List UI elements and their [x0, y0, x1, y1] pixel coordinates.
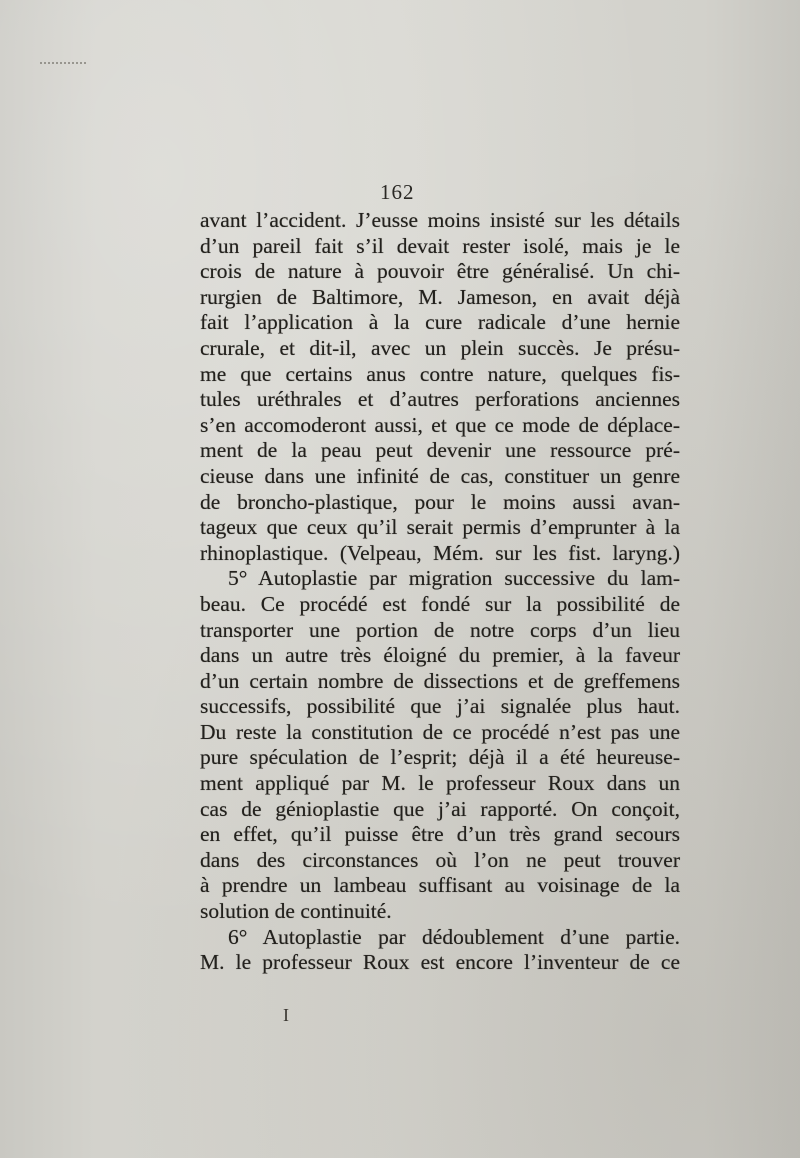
text-line: tageux que ceux qu’il serait permis d’emprunter à la [200, 515, 680, 540]
text-line: rhinoplastique. (Velpeau, Mém. sur les fist. laryng.) [200, 540, 680, 565]
text-line: rurgien de Baltimore, M. Jameson, en avait déjà [200, 284, 680, 309]
text-line: cas de génioplastie que j’ai rapporté. On conçoit, [200, 796, 680, 821]
text-line: dans des circonstances où l’on ne peut trouver [200, 847, 680, 872]
body-text [200, 208, 680, 976]
text-line: d’un certain nombre de dissections et de greffemens [200, 668, 680, 693]
text-line: successifs, possibilité que j’ai signalée plus haut. [200, 694, 680, 719]
text-line: ment de la peau peut devenir une ressource pré- [200, 438, 680, 463]
text-line: me que certains anus contre nature, quelques fis- [200, 361, 680, 386]
text-line: crois de nature à pouvoir être généralisé. Un chi- [200, 259, 680, 284]
text-line: s’en accomoderont aussi, et que ce mode de déplace- [200, 412, 680, 437]
text-line: Du reste la constitution de ce procédé n’est pas une [200, 719, 680, 744]
text-line: cieuse dans une infinité de cas, constituer un genre [200, 463, 680, 488]
text-line: solution de continuité. [200, 899, 392, 924]
text-line: d’un pareil fait s’il devait rester isolé, mais je le [200, 233, 680, 258]
text-line: M. le professeur Roux est encore l’inventeur de ce [200, 950, 680, 975]
text-line: transporter une portion de notre corps d’un lieu [200, 617, 680, 642]
text-line: fait l’application à la cure radicale d’une hernie [200, 310, 680, 335]
page-number: 162 [380, 180, 415, 204]
text-line: avant l’accident. J’eusse moins insisté sur les détails [200, 208, 680, 232]
section-heading-line: 6° Autoplastie par dédoublement d’une partie. [228, 924, 680, 949]
text-line: crurale, et dit-il, avec un plein succès. Je présu- [200, 335, 680, 360]
section-heading-line: 5° Autoplastie par migration successive du lam- [228, 566, 680, 591]
text-line: beau. Ce procédé est fondé sur la possibilité de [200, 591, 680, 616]
text-line: ment appliqué par M. le professeur Roux dans un [200, 771, 680, 796]
text-line: tules uréthrales et d’autres perforations anciennes [200, 387, 680, 412]
text-line: à prendre un lambeau suffisant au voisinage de la [200, 873, 680, 898]
signature-mark: I [283, 1005, 289, 1025]
text-line: en effet, qu’il puisse être d’un très grand secours [200, 822, 680, 847]
ink-speck [40, 62, 86, 70]
text-line: pure spéculation de l’esprit; déjà il a été heureuse- [200, 745, 680, 770]
text-line: dans un autre très éloigné du premier, à la faveur [200, 643, 680, 668]
text-line: de broncho-plastique, pour le moins aussi avan- [200, 489, 680, 514]
